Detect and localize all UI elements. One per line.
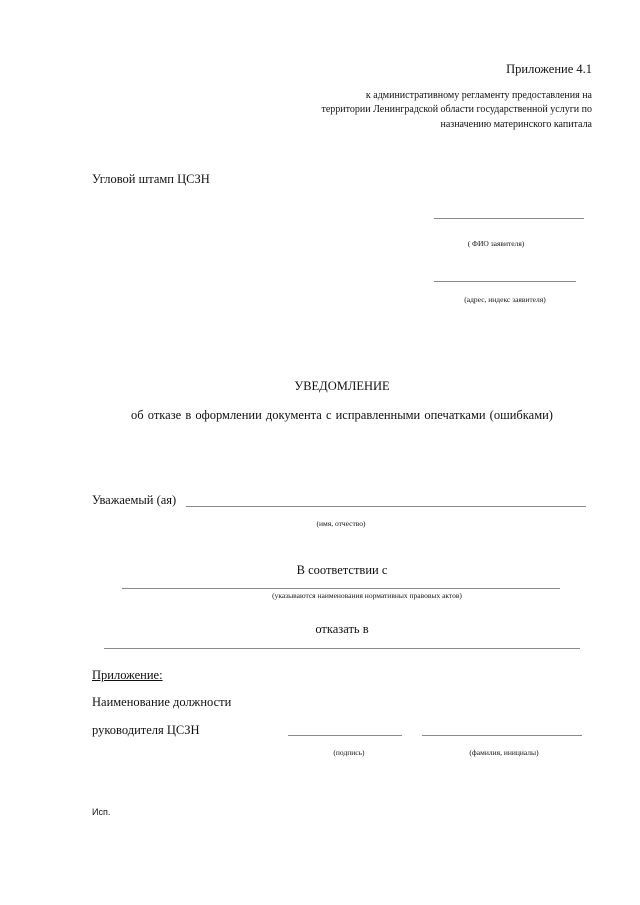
applicant-name-caption: ( ФИО заявителя)	[467, 239, 525, 248]
surname-initials-caption: (фамилия, инициалы)	[469, 748, 539, 757]
surname-initials-line	[422, 735, 582, 736]
applicant-name-line	[434, 218, 584, 219]
basis-label: В соответствии с	[296, 563, 388, 577]
applicant-address-caption: (адрес, индекс заявителя)	[464, 295, 546, 304]
regulation-reference-line-1: к административному регламенту предоставления на	[365, 90, 592, 101]
signature-line	[288, 735, 402, 736]
notice-title: УВЕДОМЛЕНИЕ	[294, 379, 390, 393]
position-title-line-2: руководителя ЦСЗН	[92, 723, 200, 737]
greeting-label: Уважаемый (ая)	[92, 493, 177, 507]
greeting-name-line	[186, 506, 586, 507]
basis-caption: (указываются наименования нормативных правовых актов)	[272, 591, 462, 600]
signature-caption: (подпись)	[333, 748, 365, 757]
greeting-caption: (имя, отчество)	[316, 519, 366, 528]
regulation-reference-line-3: назначению материнского капитала	[440, 119, 592, 130]
appendix-title: Приложение 4.1	[506, 62, 592, 76]
basis-line	[122, 588, 560, 589]
attachment-label: Приложение:	[92, 668, 163, 682]
refuse-label: отказать в	[315, 622, 369, 636]
position-title-line-1: Наименование должности	[92, 695, 232, 709]
corner-stamp-label: Угловой штамп ЦСЗН	[92, 172, 210, 186]
refuse-line	[104, 648, 580, 649]
regulation-reference-line-2: территории Ленинградской области государственной услуги по	[321, 104, 592, 115]
applicant-address-line	[434, 281, 576, 282]
executor-label: Исп.	[92, 807, 111, 817]
notice-subtitle: об отказе в оформлении документа с исправленными опечатками (ошибками)	[131, 408, 553, 422]
